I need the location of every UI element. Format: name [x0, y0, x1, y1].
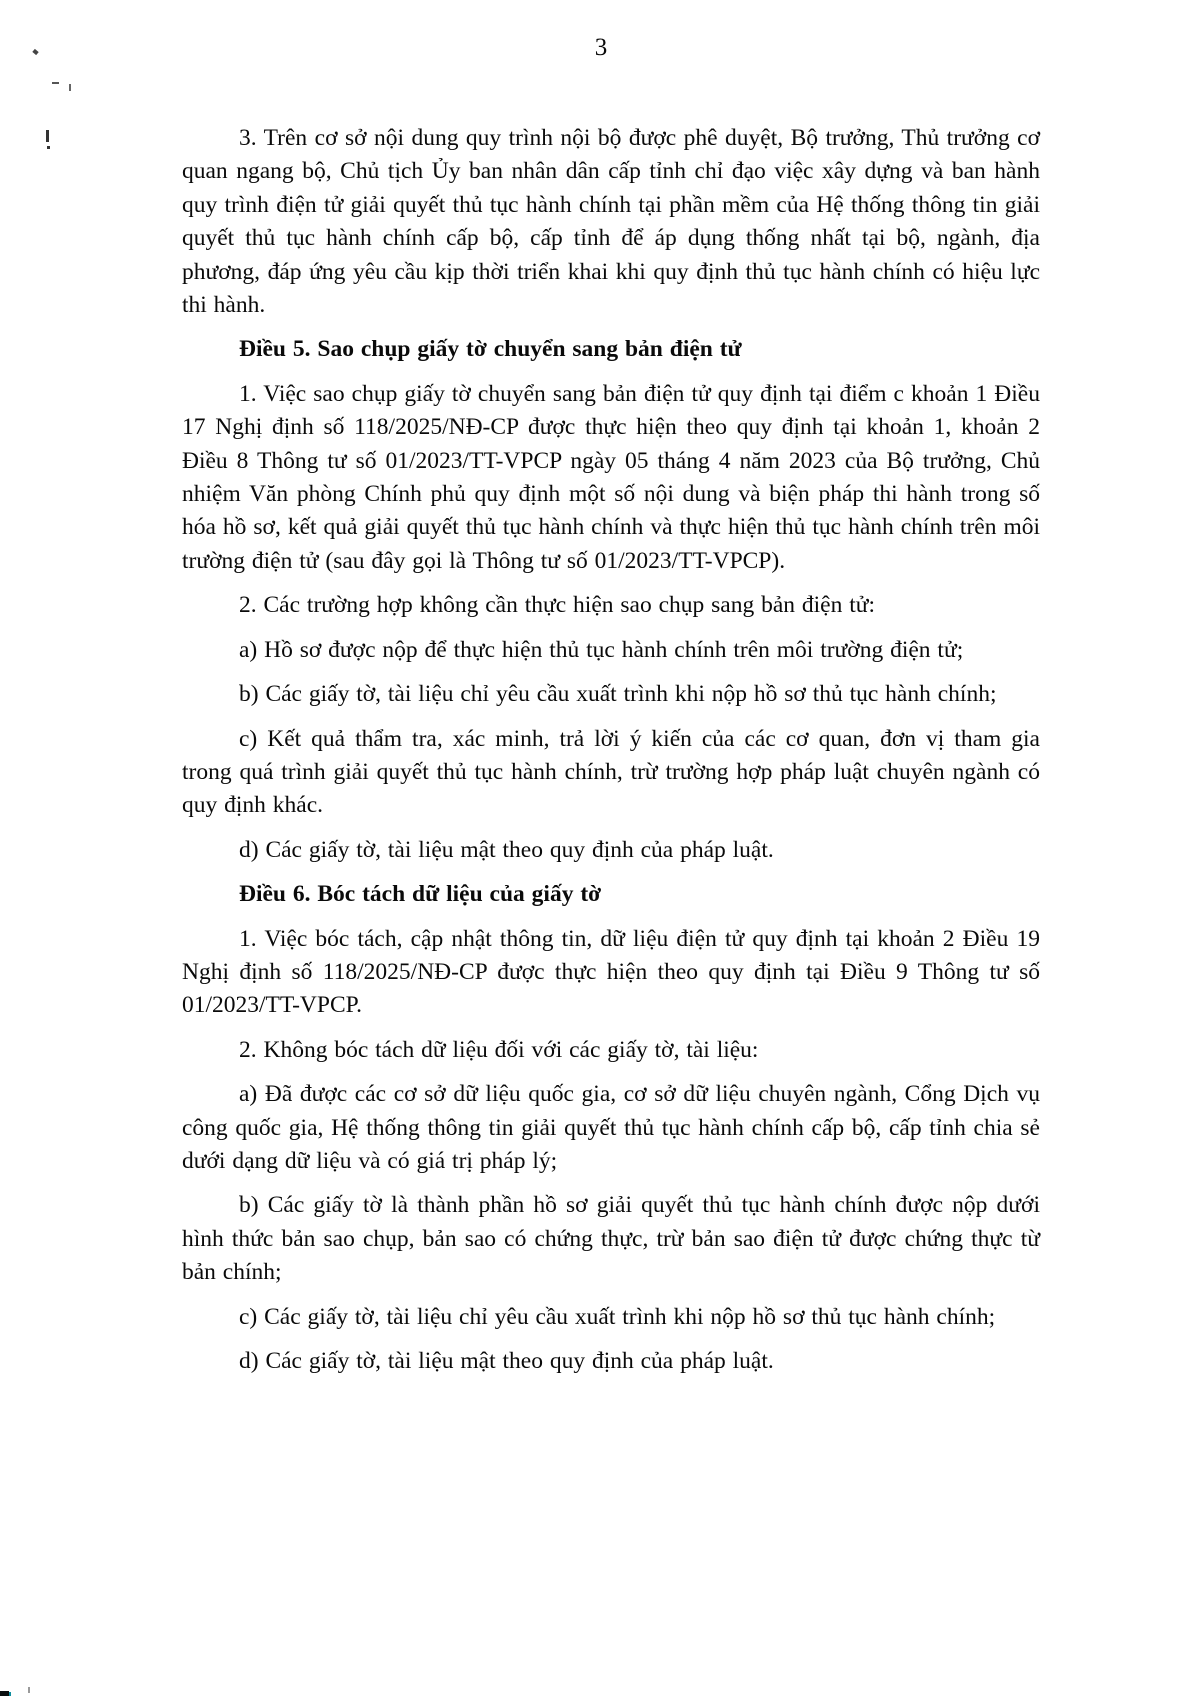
section-heading-dieu-6: Điều 6. Bóc tách dữ liệu của giấy tờ	[239, 881, 602, 908]
paragraph-dieu6-khoan2-diem-c: c) Các giấy tờ, tài liệu chỉ yêu cầu xuất trình khi nộp hồ sơ thủ tục hành chính;	[239, 1303, 996, 1330]
paragraph-dieu6-khoan2-diem-d: d) Các giấy tờ, tài liệu mật theo quy định của pháp luật.	[239, 1348, 774, 1374]
paragraph-dieu6-khoan1: 1. Việc bóc tách, cập nhật thông tin, dữ liệu điện tử quy định tại khoản 2 Điều 19 Nghị định số 118/2025/NĐ-CP được thực hiện theo quy định tại Điều 9 Thông tư số 01/2023/TT-VPCP.	[182, 925, 1040, 1019]
paragraph-dieu5-khoan2: 2. Các trường hợp không cần thực hiện sao chụp sang bản điện tử:	[239, 592, 876, 619]
scan-speck	[46, 130, 49, 142]
paragraph-dieu6-khoan2: 2. Không bóc tách dữ liệu đối với các giấy tờ, tài liệu:	[239, 1036, 759, 1063]
scan-speck	[47, 146, 50, 149]
paragraph-dieu6-khoan2-diem-a: a) Đã được các cơ sở dữ liệu quốc gia, cơ sở dữ liệu chuyên ngành, Cổng Dịch vụ công quốc gia, Hệ thống thông tin giải quyết thủ tục hành chính cấp bộ, cấp tỉnh chia sẻ dưới dạng dữ liệu và có giá trị pháp lý;	[182, 1081, 1040, 1174]
scan-edge-mark	[0, 1691, 9, 1696]
paragraph-dieu5-khoan2-diem-b: b) Các giấy tờ, tài liệu chỉ yêu cầu xuất trình khi nộp hồ sơ thủ tục hành chính;	[239, 681, 997, 708]
paragraph-dieu5-khoan2-diem-a: a) Hồ sơ được nộp để thực hiện thủ tục hành chính trên môi trường điện tử;	[239, 636, 964, 663]
scan-edge-mark	[28, 1687, 30, 1693]
page-number: 3	[594, 34, 609, 61]
paragraph-3-quy-trinh-noi-bo: 3. Trên cơ sở nội dung quy trình nội bộ được phê duyệt, Bộ trưởng, Thủ trưởng cơ quan ngang bộ, Chủ tịch Ủy ban nhân dân cấp tỉnh chỉ đạo việc xây dựng và ban hành quy trình điện tử giải quyết thủ tục hành chính tại phần mềm của Hệ thống thông tin giải quyết thủ tục hành chính cấp bộ, cấp tỉnh để áp dụng thống nhất tại bộ, ngành, địa phương, đáp ứng yêu cầu kịp thời triển khai khi quy định thủ tục hành chính có hiệu lực thi hành.	[182, 125, 1040, 319]
paragraph-dieu5-khoan2-diem-d: d) Các giấy tờ, tài liệu mật theo quy định của pháp luật.	[239, 836, 774, 863]
paragraph-dieu6-khoan2-diem-b: b) Các giấy tờ là thành phần hồ sơ giải quyết thủ tục hành chính được nộp dưới hình thức bản sao chụp, bản sao có chứng thực, trừ bản sao điện tử được chứng thực từ bản chính;	[182, 1192, 1040, 1286]
paragraph-dieu5-khoan1: 1. Việc sao chụp giấy tờ chuyển sang bản điện tử quy định tại điểm c khoản 1 Điều 17 Nghị định số 118/2025/NĐ-CP được thực hiện theo quy định tại khoản 1, khoản 2 Điều 8 Thông tư số 01/2023/TT-VPCP ngày 05 tháng 4 năm 2023 của Bộ trưởng, Chủ nhiệm Văn phòng Chính phủ quy định một số nội dung và biện pháp thi hành trong số hóa hồ sơ, kết quả giải quyết thủ tục hành chính và thực hiện thủ tục hành chính trên môi trường điện tử (sau đây gọi là Thông tư số 01/2023/TT-VPCP).	[182, 380, 1040, 574]
scan-edge-mark	[9, 1692, 11, 1696]
section-heading-dieu-5: Điều 5. Sao chụp giấy tờ chuyển sang bản điện tử	[239, 336, 742, 363]
paragraph-dieu5-khoan2-diem-c: c) Kết quả thẩm tra, xác minh, trả lời ý kiến của các cơ quan, đơn vị tham gia trong quá trình giải quyết thủ tục hành chính, trừ trường hợp pháp luật chuyên ngành có quy định khác.	[182, 725, 1040, 819]
scan-speck	[52, 82, 59, 84]
document-body	[182, 122, 1040, 1389]
scan-speck	[69, 84, 71, 91]
